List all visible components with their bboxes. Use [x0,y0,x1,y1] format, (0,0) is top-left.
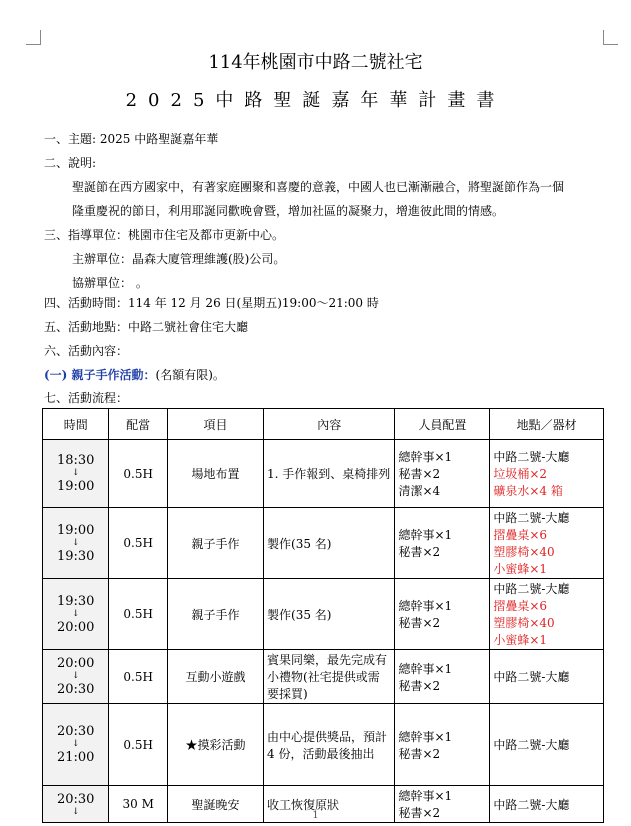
content-cell [264,579,395,650]
duration: 0.5H [123,607,153,621]
location-cell [490,440,604,508]
end-time: 19:00 [56,479,95,494]
staff-entry: 秘書×2 [398,545,441,559]
staff-entry: 清潔×4 [398,484,441,498]
content-text: 由中心提供獎品，預計 4 份，活動最後抽出 [267,729,388,761]
content-text: 1. 手作報到、桌椅排列 [267,467,391,481]
item-name: ★摸彩活動 [185,738,246,752]
item-name: 親子手作 [191,536,240,551]
equipment-entry: 摺疊桌×6 [493,599,548,613]
end-time: 21:00 [56,750,95,765]
staff-entry: 秘書×2 [398,746,441,761]
equipment-entry: 小蜜蜂×1 [493,562,548,576]
location: 中路二號-大廳 [493,450,570,464]
location-cell [490,650,604,704]
event-place: 五、活動地點：中路二號社會住宅大廳 [44,320,249,334]
margin-corner-mark [26,30,41,45]
content-text: 收工恢復原狀 [267,797,340,812]
duration: 0.5H [123,466,153,481]
content-text: 製作(35 名) [267,536,332,551]
column-header: 內容 [264,409,395,440]
end-time: 20:30 [56,682,95,697]
arrow-down-icon: ↓ [71,671,80,681]
description-text: 隆重慶祝的節日，利用耶誕同歡晚會暨，增加社區的凝聚力，增進彼此間的情感。 [72,204,505,218]
column-header: 地點／器材 [490,409,604,440]
duration-cell [109,579,167,650]
time-cell [43,508,109,579]
content-cell [264,704,395,786]
column-header: 人員配置 [395,409,490,440]
item-name: 聖誕晚安 [191,797,240,812]
item-cell [167,650,263,704]
event-time: 四、活動時間：114 年 12 月 26 日(星期五)19:00～21:00 時 [44,296,379,310]
location: 中路二號-大廳 [493,511,570,525]
duration-cell [109,704,167,786]
arrow-down-icon: ↓ [71,468,80,478]
duration-cell [109,508,167,579]
staff-cell [395,508,490,579]
arrow-down-icon: ↓ [71,739,80,749]
content-cell [264,508,395,579]
item-name: 互動小遊戲 [185,670,246,684]
staff-cell [395,579,490,650]
content-cell [264,440,395,508]
location: 中路二號-大廳 [493,670,570,684]
duration-cell [109,440,167,508]
content-cell [264,650,395,704]
item-cell [167,704,263,786]
start-time: 19:30 [56,593,95,609]
content-text: 賓果同樂，最先完成有小禮物(社宅提供或需要採買) [267,653,388,701]
staff-entry: 總幹事×1 [398,599,453,613]
equipment-entry: 摺疊桌×6 [493,528,548,542]
content-text: 製作(35 名) [267,607,332,622]
duration: 0.5H [123,737,153,752]
guide-unit: 三、指導單位：桃園市住宅及都市更新中心。 [44,228,285,242]
column-header: 時間 [43,409,109,440]
time-cell [43,650,109,704]
margin-corner-mark [603,30,618,45]
description-heading: 二、說明: [44,156,97,170]
equipment-entry: 小蜜蜂×1 [493,633,548,647]
staff-entry: 總幹事×1 [398,528,453,542]
item-cell [167,579,263,650]
staff-cell [395,650,490,704]
arrow-down-icon: ↓ [71,537,80,548]
end-time: 19:30 [56,548,95,564]
start-time: 19:00 [56,522,95,538]
start-time: 18:30 [56,453,95,468]
item-name: 親子手作 [191,607,240,622]
staff-entry: 秘書×2 [398,806,441,820]
start-time: 20:30 [56,724,95,739]
staff-entry: 秘書×2 [398,616,441,630]
location: 中路二號-大廳 [493,797,570,812]
equipment-entry: 塑膠椅×40 [493,616,555,630]
event-content: 六、活動內容： [44,344,129,358]
table-row [43,579,604,650]
activity-subheading [44,366,225,383]
arrow-down-icon: ↓ [71,807,80,817]
item-cell [167,440,263,508]
equipment-entry: 垃圾桶×2 [493,467,548,481]
duration: 0.5H [123,669,153,684]
location: 中路二號-大廳 [493,582,570,596]
co-host-unit: 協辦單位： 。 [72,276,148,290]
staff-cell [395,440,490,508]
staff-cell [395,704,490,786]
activity-label: (一) 親子手作活動： [44,368,156,382]
flow-heading: 七、活動流程： [44,391,129,405]
document-title: 114年桃園市中路二號社宅 [208,52,423,73]
table-row [43,508,604,579]
equipment-entry: 塑膠椅×40 [493,545,555,559]
start-time: 20:00 [56,656,95,671]
time-cell [43,440,109,508]
equipment-entry: 礦泉水×4 箱 [493,484,563,498]
column-header: 項目 [167,409,263,440]
theme-line: 一、主題: 2025 中路聖誕嘉年華 [44,132,219,146]
duration-cell [109,650,167,704]
location-cell [490,508,604,579]
time-cell [43,579,109,650]
schedule-table [42,408,604,823]
page-number: 1 [312,810,319,821]
staff-entry: 秘書×2 [398,467,441,481]
arrow-down-icon: ↓ [71,608,80,619]
staff-entry: 總幹事×1 [398,729,453,744]
time-cell [43,704,109,786]
location-cell [490,579,604,650]
end-time: 20:00 [56,619,95,635]
duration: 30 M [122,797,154,811]
table-row [43,704,604,786]
staff-entry: 總幹事×1 [398,661,453,676]
location-cell [490,704,604,786]
host-unit: 主辦單位：晶森大廈管理維護(股)公司。 [72,252,286,266]
table-row [43,650,604,704]
document-subtitle: 2025中路聖誕嘉年華計畫書 [125,90,506,111]
start-time: 20:30 [56,792,95,807]
duration: 0.5H [123,536,153,550]
staff-entry: 總幹事×1 [398,789,453,803]
description-text: 聖誕節在西方國家中，有著家庭團聚和喜慶的意義，中國人也已漸漸融合，將聖誕節作為一個 [72,180,565,194]
activity-note: (名額有限)。 [155,368,225,382]
item-name: 場地布置 [191,467,240,481]
column-header: 配當 [109,409,167,440]
item-cell [167,508,263,579]
table-row [43,440,604,508]
staff-entry: 總幹事×1 [398,450,453,464]
location: 中路二號-大廳 [493,738,570,752]
table-header-row [43,409,604,440]
staff-entry: 秘書×2 [398,678,441,693]
